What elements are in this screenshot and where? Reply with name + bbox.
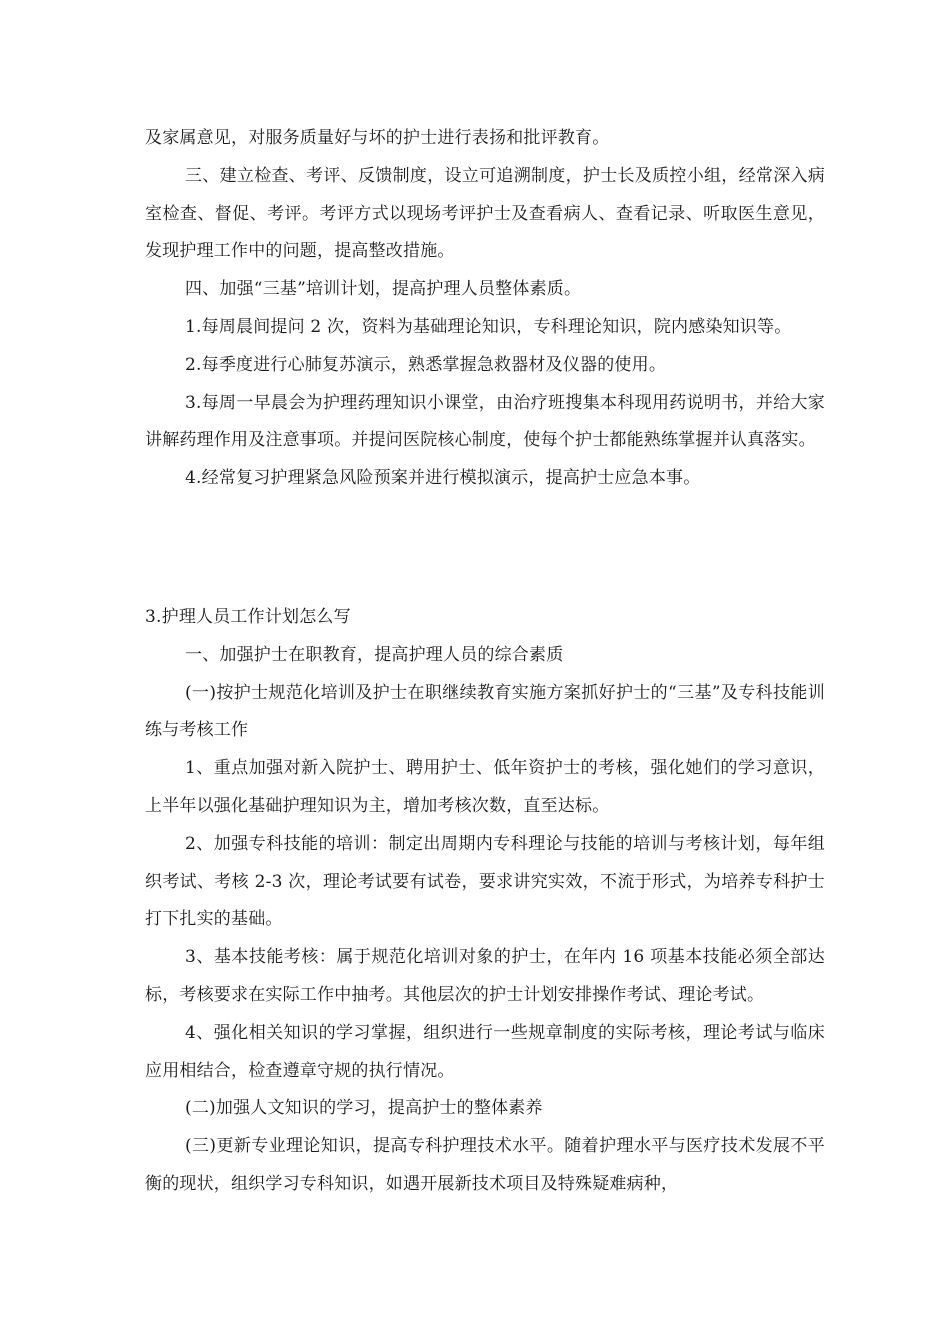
paragraph: (二)加强人文知识的学习，提高护士的整体素养 — [185, 1098, 543, 1119]
paragraph: 4、强化相关知识的学习掌握，组织进行一些规章制度的实际考核，理论考试与临床应用相结合，检查遵章守规的执行情况。 — [145, 1022, 825, 1081]
paragraph: 2、加强专科技能的培训：制定出周期内专科理论与技能的培训与考核计划，每年组织考试、考核 2-3 次，理论考试要有试卷，要求讲究实效，不流于形式，为培养专科护士打下扎实的基础。 — [145, 833, 825, 930]
text-block-upper — [145, 120, 825, 498]
paragraph: 3、基本技能考核：属于规范化培训对象的护士，在年内 16 项基本技能必须全部达标，考核要求在实际工作中抽考。其他层次的护士计划安排操作考试、理论考试。 — [145, 947, 825, 1005]
paragraph: 2.每季度进行心肺复苏演示，熟悉掌握急救器材及仪器的使用。 — [185, 354, 667, 375]
paragraph: 一、加强护士在职教育，提高护理人员的综合素质 — [185, 644, 564, 665]
paragraph: 4.经常复习护理紧急风险预案并进行模拟演示，提高护士应急本事。 — [185, 468, 701, 489]
paragraph: 1、重点加强对新入院护士、聘用护士、低年资护士的考核，强化她们的学习意识，上半年以强化基础护理知识为主，增加考核次数，直至达标。 — [145, 758, 825, 816]
section-heading: 3.护理人员工作计划怎么写 — [145, 607, 351, 627]
paragraph: 四、加强“三基”培训计划，提高护理人员整体素质。 — [185, 279, 582, 300]
paragraph: 三、建立检查、考评、反馈制度，设立可追溯制度，护士长及质控小组，经常深入病室检查、督促、考评。考评方式以现场考评护士及查看病人、查看记录、听取医生意见，发现护理工作中的问题，提高整改措施。 — [145, 165, 825, 262]
paragraph: 3.每周一早晨会为护理药理知识小课堂，由治疗班搜集本科现用药说明书，并给大家讲解药理作用及注意事项。并提问医院核心制度，使每个护士都能熟练掌握并认真落实。 — [145, 392, 825, 451]
paragraph: (三)更新专业理论知识，提高专科护理技术水平。随着护理水平与医疗技术发展不平衡的现状，组织学习专科知识，如遇开展新技术项目及特殊疑难病种， — [145, 1136, 825, 1194]
paragraph: (一)按护士规范化培训及护士在职继续教育实施方案抓好护士的“三基”及专科技能训练与考核工作 — [145, 682, 825, 741]
paragraph: 1.每周晨间提问 2 次，资料为基础理论知识，专科理论知识，院内感染知识等。 — [185, 316, 792, 337]
paragraph: 及家属意见，对服务质量好与坏的护士进行表扬和批评教育。 — [145, 128, 610, 148]
text-block-lower — [145, 599, 825, 1204]
